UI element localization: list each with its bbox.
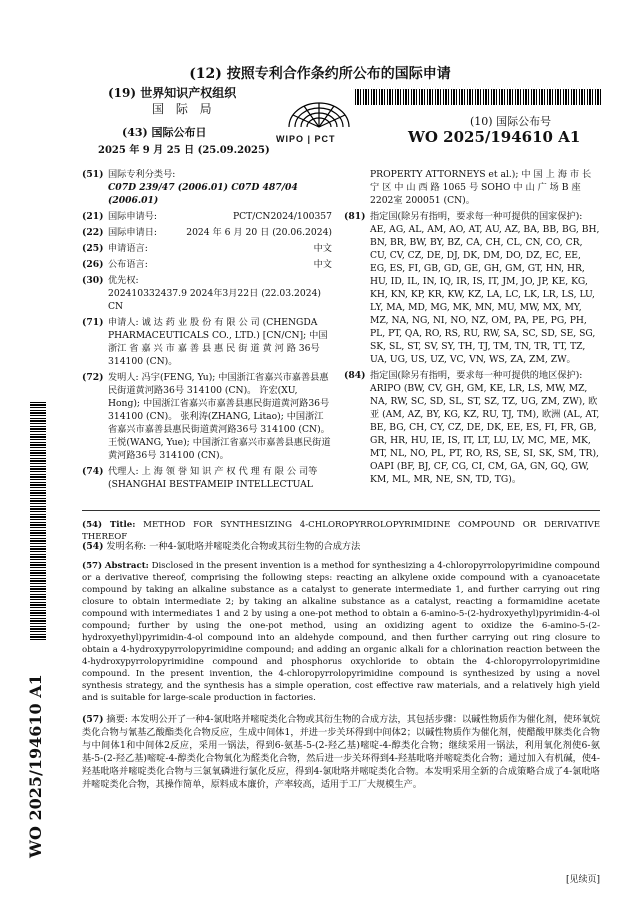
title-text: METHOD FOR SYNTHESIZING 4-CHLOROPYRROLOPYRIMIDINE COMPOUND OR DERIVATIVE THEREOF bbox=[82, 520, 600, 542]
field-number: (25) bbox=[82, 243, 104, 254]
abstract-text: Disclosed in the present invention is a method for synthesizing a 4-chloropyrrolopyrimidine compound or a derivative thereof, comprising the following steps: reacting an alkylene oxide compound with a cyanoacetate compound by taking an alkaline substance as a catalyst to generate intermediate 1, and further carrying out ring closure to obtain intermediate 2; by taking an alkaline substance as a catalyst, reacting a formamidine acetate compound with intermediates 1 and 2 by using a one-pot method to obtain a 6-amino-5-(2-hydroxyethyl)pyrimidin-4-ol compound; further by using the one-pot method, using an oxidizing agent to oxidize the 6-amino-5-(2-hydroxyethyl)pyrimidin-4-ol compound into an aldehyde compound, and then further carrying out ring closure to obtain a 4-hydroxypyrrolopyrimidine compound; and adding an organic alkali for a chlorination reaction between the 4-hydroxypyrrolopyrimidine compound and phosphorus oxychloride to obtain the 4-chloropyrrolopyrimidine compound. In the present invention, the 4-chloropyrrolopyrimidine compound is synthesized by using a novel synthesis strategy, and the synthesis has a simple operation, cost effective raw materials, and a relatively high yield and is suitable for large-scale production in factories. bbox=[82, 561, 600, 703]
right-bibliographic-column bbox=[344, 168, 600, 489]
abstract-chinese bbox=[82, 713, 600, 791]
field-74-continued bbox=[344, 168, 600, 207]
title-label: Title: bbox=[109, 520, 136, 530]
field-84 bbox=[344, 369, 600, 486]
abstract-english bbox=[82, 560, 600, 704]
continued-note: [见续页] bbox=[565, 875, 600, 885]
field-number: (57) bbox=[82, 561, 103, 571]
abstract-label: 摘要: bbox=[106, 714, 128, 725]
side-barcode-icon bbox=[30, 402, 46, 642]
filing-date: 2024 年 6 月 20 日 (20.06.2024) bbox=[186, 227, 332, 238]
publication-date-label: (43) 国际公布日 bbox=[122, 126, 207, 139]
title-label: 发明名称: bbox=[106, 541, 147, 552]
field-number: (54) bbox=[82, 520, 103, 530]
field-label: 国际申请日: bbox=[108, 227, 158, 238]
field-number: (57) bbox=[82, 714, 104, 725]
field-number: (21) bbox=[82, 211, 104, 222]
priority-data: 202410332437.9 2024年3月22日 (22.03.2024) CN bbox=[108, 288, 322, 312]
abstract-text: 本发明公开了一种4-氯吡咯并嘧啶类化合物或其衍生物的合成方法，其包括步骤：以碱性物质作为催化剂，使环氧烷类化合物与氰基乙酸酯类化合物反应，生成中间体1，并进一步关环得到中间体2；以碱性物质作为催化剂，使醋酸甲脒类化合物与中间体1和中间体2反应，采用一锅法，得到6-氨基-5-(2-羟乙基)嘧啶-4-醇类化合物；继续采用一锅法，利用氧化剂使6-氨基-5-(2-羟乙基)嘧啶-4-醇类化合物氧化为醛类化合物，然后进一步关环得到4-羟基吡咯并嘧啶类化合物；通过加入有机碱，使4-羟基吡咯并嘧啶类化合物与三氯氧磷进行氯化反应，得到4-氯吡咯并嘧啶类化合物。本发明采用全新的合成策略合成了4-氯吡咯并嘧啶类化合物，其操作简单，原料成本廉价，产率较高，适用于工厂大规模生产。 bbox=[82, 714, 600, 790]
agent-text-continued: PROPERTY ATTORNEYS et al.); 中 国 上 海 市 长 宁 区 中 山 西 路 1065 号 SOHO 中 山 广 场 B 座2202室 200051 (CN)。 bbox=[370, 169, 592, 206]
field-number: (71) bbox=[82, 317, 104, 328]
wipo-pct-label: WIPO | PCT bbox=[276, 134, 336, 144]
field-number: (51) bbox=[82, 169, 104, 180]
field-label: 国际专利分类号: bbox=[108, 169, 176, 180]
field-label: 申请语言: bbox=[108, 243, 148, 254]
title-chinese bbox=[82, 541, 600, 553]
left-bibliographic-column bbox=[82, 168, 332, 494]
field-26 bbox=[82, 258, 332, 271]
field-72 bbox=[82, 371, 332, 462]
field-74 bbox=[82, 465, 332, 491]
field-30 bbox=[82, 274, 332, 313]
designated-states-national: 指定国(除另有指明，要求每一种可提供的国家保护): AE, AG, AL, AM, AO, AT, AU, AZ, BA, BB, BG, BH, BN, BR, BW, BY, BZ, CA, CH, CL, CN, CO, CR, CU, CV, CZ, DE, DJ, DK, DM, DO, DZ, EC, EE, EG, ES, FI, GB, GD, GE, GH, GM, GT, HN, HR, HU, ID, IL, IN, IQ, IR, IS, IT, JM, JO, JP, KE, KG, KH, KN, KP, KR, KW, KZ, LA, LC, LK, LR, LS, LU, LY, MA, MD, MG, MK, MN, MU, MW, MX, MY, MZ, NA, NG, NI, NO, NZ, OM, PA, PE, PG, PH, PL, PT, QA, RO, RS, RU, RW, SA, SC, SD, SE, SG, SK, SL, ST, SV, SY, TH, TJ, TM, TN, TR, TT, TZ, UA, UG, US, UZ, VC, VN, WS, ZA, ZM, ZW。 bbox=[370, 211, 600, 365]
section-divider bbox=[82, 510, 600, 511]
barcode-icon bbox=[355, 89, 601, 105]
field-number: (84) bbox=[344, 370, 366, 381]
field-number: (74) bbox=[82, 466, 104, 477]
filing-language: 中文 bbox=[313, 243, 332, 254]
inventors-text: 发明人: 冯宇(FENG, Yu); 中国浙江省嘉兴市嘉善县惠民街道黄河路36号 314100 (CN)。 许宏(XU, Hong); 中国浙江省嘉兴市嘉善县惠民街道黄河路36号 314100 (CN)。 张利涛(ZHANG, Litao); 中国浙江省嘉兴市嘉善县惠民街道黄河路36号 314100 (CN)。 王悦(WANG, Yue); 中国浙江省嘉兴市嘉善县惠民街道黄河路36号 314100 (CN)。 bbox=[108, 372, 331, 461]
side-publication-number: WO 2025/194610 A1 bbox=[26, 674, 45, 858]
publication-number: WO 2025/194610 A1 bbox=[408, 128, 581, 146]
field-label: 优先权: bbox=[108, 275, 139, 286]
field-81 bbox=[344, 210, 600, 366]
field-21 bbox=[82, 210, 332, 223]
field-22 bbox=[82, 226, 332, 239]
field-25 bbox=[82, 242, 332, 255]
application-number: PCT/CN2024/100357 bbox=[232, 211, 332, 222]
wipo-logo-icon bbox=[269, 95, 369, 155]
agent-text: 代理人: 上 海 领 誉 知 识 产 权 代 理 有 限 公 司等 (SHANGHAI BESTFAMEIP INTELLECTUAL bbox=[108, 466, 318, 490]
title-text: 一种4-氯吡咯并嘧啶类化合物或其衍生物的合成方法 bbox=[149, 541, 361, 552]
field-number: (26) bbox=[82, 259, 104, 270]
publication-language: 中文 bbox=[313, 259, 332, 270]
field-51 bbox=[82, 168, 332, 207]
field-number: (30) bbox=[82, 275, 104, 286]
field-71 bbox=[82, 316, 332, 368]
field-number: (54) bbox=[82, 541, 104, 552]
publication-number-label: (10) 国际公布号 bbox=[470, 115, 552, 128]
abstract-label: Abstract: bbox=[104, 561, 149, 571]
organization-office: 国 际 局 bbox=[152, 102, 216, 116]
title-english bbox=[82, 519, 600, 543]
field-label: 公布语言: bbox=[108, 259, 148, 270]
designated-states-regional: 指定国(除另有指明，要求每一种可提供的地区保护): ARIPO (BW, CV, GH, GM, KE, LR, LS, MW, MZ, NA, RW, SC, SD, SL, ST, SZ, TZ, UG, ZM, ZW), 欧亚 (AM, AZ, BY, KG, KZ, RU, TJ, TM), 欧洲 (AL, AT, BE, BG, CH, CY, CZ, DE, DK, EE, ES, FI, FR, GB, GR, HR, HU, IE, IS, IT, LT, LU, LV, MC, ME, MK, MT, NL, NO, PL, PT, RO, RS, SE, SI, SK, SM, TR), OAPI (BF, BJ, CF, CG, CI, CM, GA, GN, GQ, GW, KM, ML, MR, NE, SN, TD, TG)。 bbox=[370, 370, 600, 485]
applicant-text: 申请人: 诚 达 药 业 股 份 有 限 公 司 (CHENGDA PHARMACEUTICALS CO., LTD.) [CN/CN]; 中国浙江 省 嘉 兴 市 嘉 善 县 惠 民 街 道 黄 河 路 36号 314100 (CN)。 bbox=[108, 317, 328, 367]
ipc-classification: C07D 239/47 (2006.01) C07D 487/04 (2006.01) bbox=[108, 182, 298, 206]
field-number: (22) bbox=[82, 227, 104, 238]
field-label: 国际申请号: bbox=[108, 211, 158, 222]
field-number: (72) bbox=[82, 372, 104, 383]
organization-name: (19) 世界知识产权组织 bbox=[108, 86, 237, 100]
publication-date: 2025 年 9 月 25 日 (25.09.2025) bbox=[98, 145, 270, 156]
document-type-title: (12) 按照专利合作条约所公布的国际申请 bbox=[189, 66, 451, 82]
field-number: (81) bbox=[344, 211, 366, 222]
